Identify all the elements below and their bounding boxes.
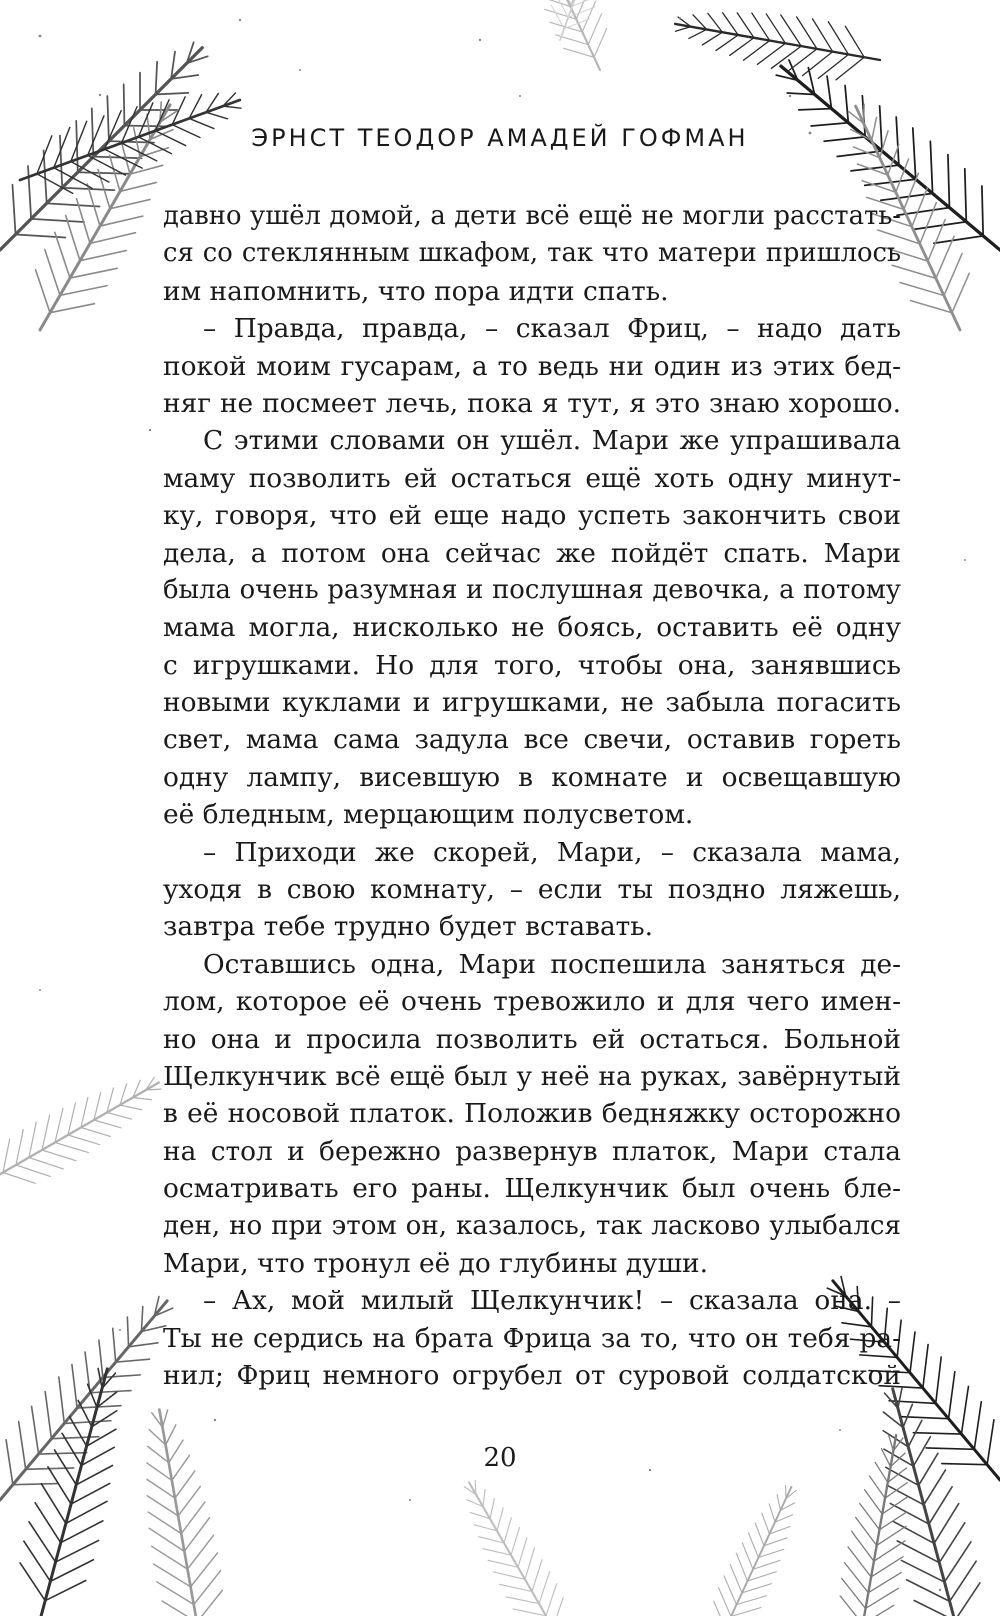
text-line: покой моим гусарам, а то ведь ни один из этих бед- xyxy=(163,350,901,382)
text-line: Мари, что тронул её до глубины души. xyxy=(163,1247,709,1279)
text-line: – Приходи же скорей, Мари, – сказала мама, xyxy=(203,836,901,868)
text-line: её бледным, мерцающим полусветом. xyxy=(163,799,694,831)
text-line: осматривать его раны. Щелкунчик был очень бле- xyxy=(163,1173,901,1205)
text-line: С этими словами он ушёл. Мари же упрашивала xyxy=(203,425,901,457)
text-line: лом, которое её очень тревожило и для чего имен- xyxy=(163,986,901,1018)
text-line: – Правда, правда, – сказал Фриц, – надо дать xyxy=(203,313,901,345)
text-line: Ты не сердись на брата Фрица за то, что он тебя ра- xyxy=(163,1322,901,1354)
text-line: – Ах, мой милый Щелкунчик! – сказала она. – xyxy=(203,1285,901,1317)
text-line: давно ушёл домой, а дети всё ещё не могли расстать- xyxy=(163,201,901,231)
body-text xyxy=(163,198,901,1395)
text-line: ся со стеклянным шкафом, так что матери пришлось xyxy=(163,238,901,269)
page-number: 20 xyxy=(483,1443,517,1473)
text-line: но она и просила позволить ей остаться. Больной xyxy=(163,1023,901,1055)
text-line: одну лампу, висевшую в комнате и освещавшую xyxy=(163,761,901,793)
text-line: няг не посмеет лечь, пока я тут, я это знаю хорошо. xyxy=(163,387,901,419)
text-line: была очень разумная и послушная девочка, а потому xyxy=(163,574,901,605)
text-line: свет, мама сама задула все свечи, оставив гореть xyxy=(163,724,901,756)
text-line: завтра тебе трудно будет вставать. xyxy=(163,911,654,943)
text-line: в её носовой платок. Положив бедняжку осторожно xyxy=(163,1098,901,1130)
text-line: на стол и бережно развернув платок, Мари стала xyxy=(163,1135,901,1167)
text-line: мама могла, нисколько не боясь, оставить её одну xyxy=(163,612,901,644)
running-header-author: ЭРНСТ ТЕОДОР АМАДЕЙ ГОФМАН xyxy=(251,124,749,152)
text-line: им напомнить, что пора идти спать. xyxy=(163,275,669,307)
text-line: Оставшись одна, Мари поспешила заняться де- xyxy=(203,948,901,980)
text-line: нил; Фриц немного огрубел от суровой солдатской xyxy=(163,1360,901,1392)
text-line: ден, но при этом он, казалось, так ласково улыбался xyxy=(163,1210,901,1241)
text-line: Щелкунчик всё ещё был у неё на руках, завёрнутый xyxy=(163,1060,901,1092)
text-line: дела, а потом она сейчас же пойдёт спать. Мари xyxy=(163,537,901,569)
text-line: маму позволить ей остаться ещё хоть одну минут- xyxy=(163,462,901,494)
text-line: новыми куклами и игрушками, не забыла погасить xyxy=(163,687,901,719)
text-line: уходя в свою комнату, – если ты поздно ляжешь, xyxy=(163,874,901,906)
text-line: с игрушками. Но для того, чтобы она, занявшись xyxy=(163,649,901,681)
text-line: ку, говоря, что ей еще надо успеть закончить свои xyxy=(163,500,901,532)
